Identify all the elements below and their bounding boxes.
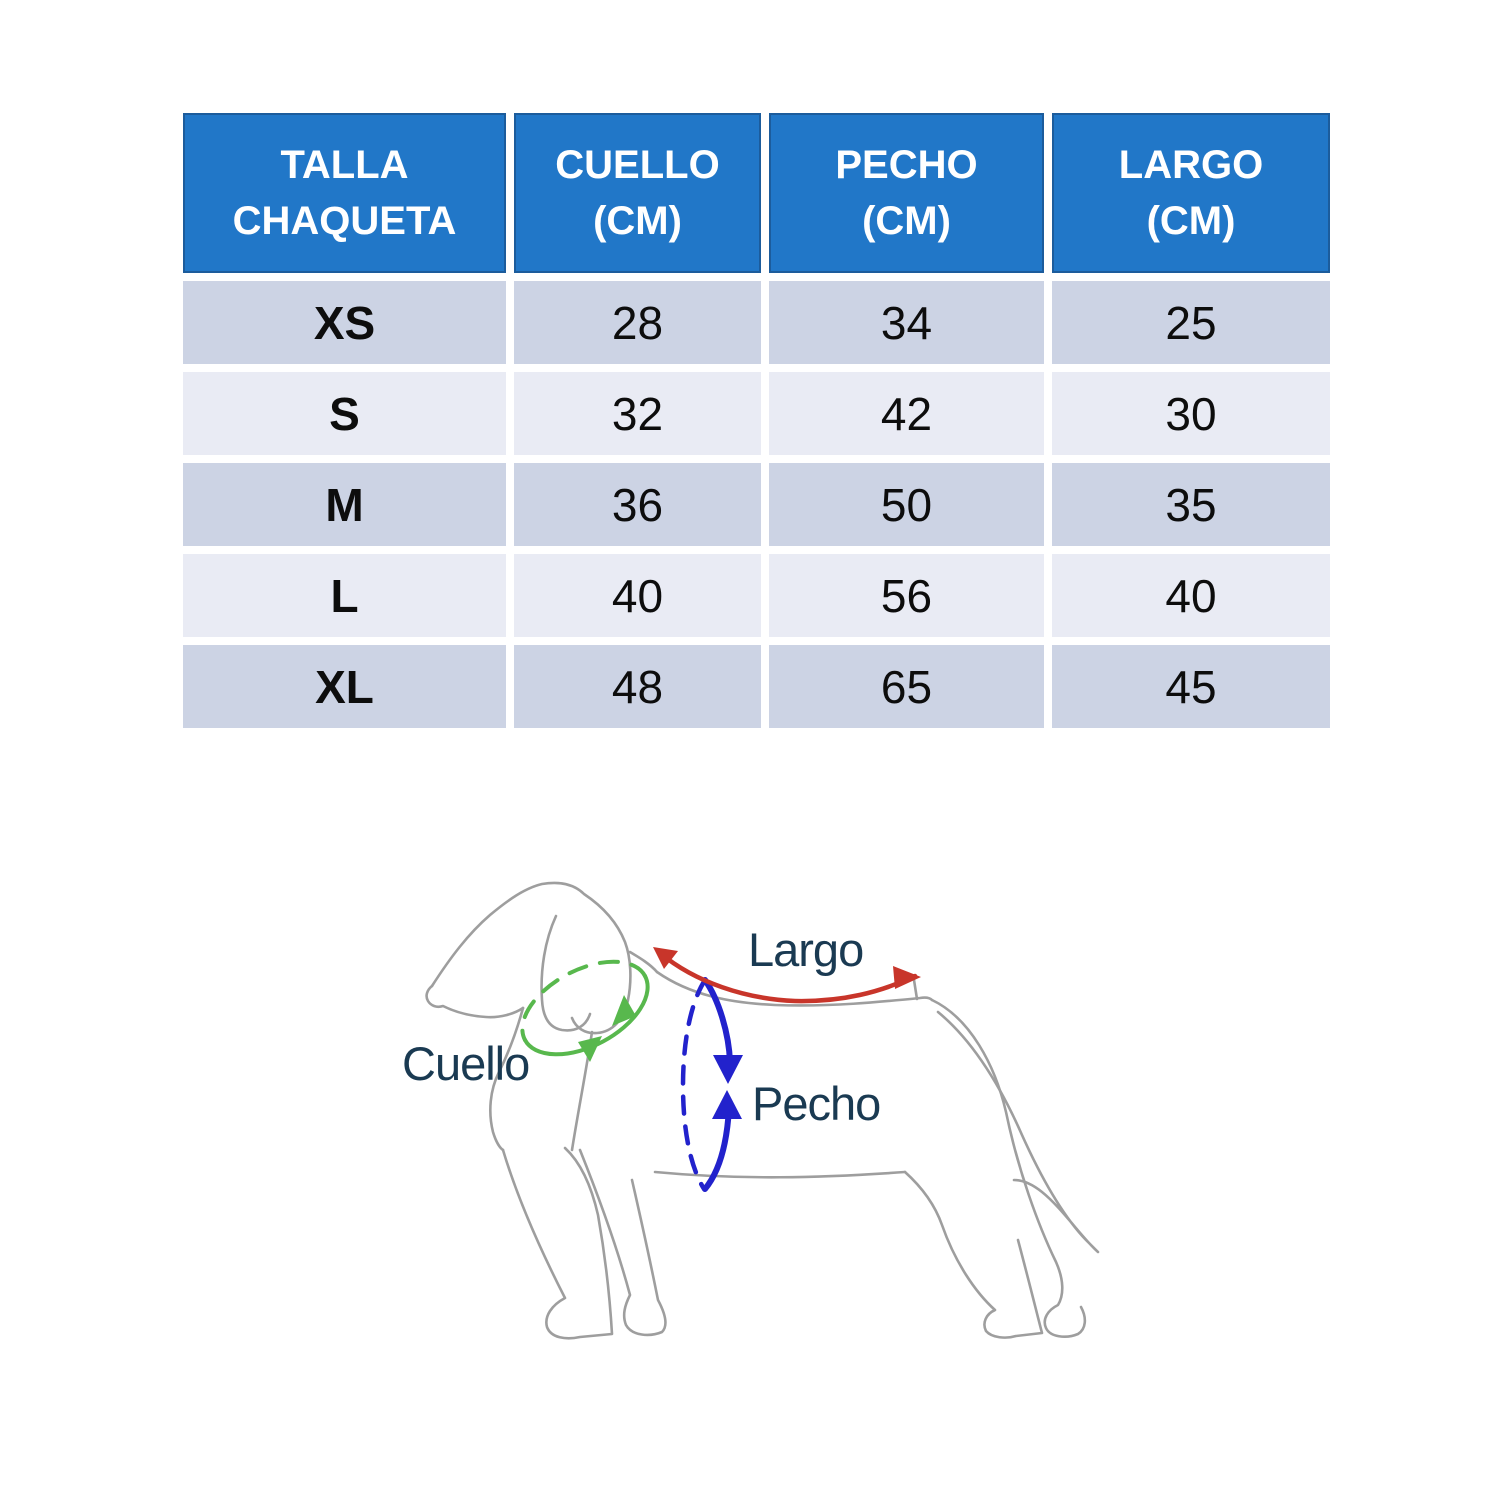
cell-largo-xl: 45 xyxy=(1052,645,1330,728)
header-line: TALLA xyxy=(280,143,409,187)
cell-largo-xs: 25 xyxy=(1052,281,1330,364)
cell-largo-m: 35 xyxy=(1052,463,1330,546)
header-line: (CM) xyxy=(1146,199,1236,243)
cell-pecho-s: 42 xyxy=(769,372,1044,455)
cell-pecho-m: 50 xyxy=(769,463,1044,546)
pecho-arrowhead-down-icon xyxy=(713,1055,743,1084)
header-cell-talla xyxy=(183,113,506,273)
header-line: (CM) xyxy=(593,199,682,243)
header-cell-largo xyxy=(1052,113,1330,273)
cell-pecho-xs: 34 xyxy=(769,281,1044,364)
header-cell-pecho xyxy=(769,113,1044,273)
header-line: (CM) xyxy=(862,199,951,243)
cell-cuello-xs: 28 xyxy=(514,281,761,364)
cell-pecho-l: 56 xyxy=(769,554,1044,637)
cell-size-l: L xyxy=(183,554,506,637)
header-line: CUELLO xyxy=(555,143,720,187)
cell-size-xl: XL xyxy=(183,645,506,728)
cell-cuello-l: 40 xyxy=(514,554,761,637)
largo-label: Largo xyxy=(748,923,864,976)
header-line: PECHO xyxy=(835,143,978,187)
cuello-label: Cuello xyxy=(402,1037,530,1090)
pecho-ellipse xyxy=(683,980,743,1189)
cell-pecho-xl: 65 xyxy=(769,645,1044,728)
cell-cuello-s: 32 xyxy=(514,372,761,455)
pecho-label: Pecho xyxy=(752,1077,881,1130)
header-cell-cuello xyxy=(514,113,761,273)
pecho-arrowhead-up-icon xyxy=(712,1090,742,1119)
cell-largo-s: 30 xyxy=(1052,372,1330,455)
cell-cuello-m: 36 xyxy=(514,463,761,546)
header-line: LARGO xyxy=(1118,143,1264,187)
largo-arrowhead-right-icon xyxy=(893,966,921,989)
cell-size-xs: XS xyxy=(183,281,506,364)
cell-size-m: M xyxy=(183,463,506,546)
cell-largo-l: 40 xyxy=(1052,554,1330,637)
size-table xyxy=(183,113,1330,728)
cell-cuello-xl: 48 xyxy=(514,645,761,728)
cell-size-s: S xyxy=(183,372,506,455)
header-line: CHAQUETA xyxy=(232,199,457,243)
